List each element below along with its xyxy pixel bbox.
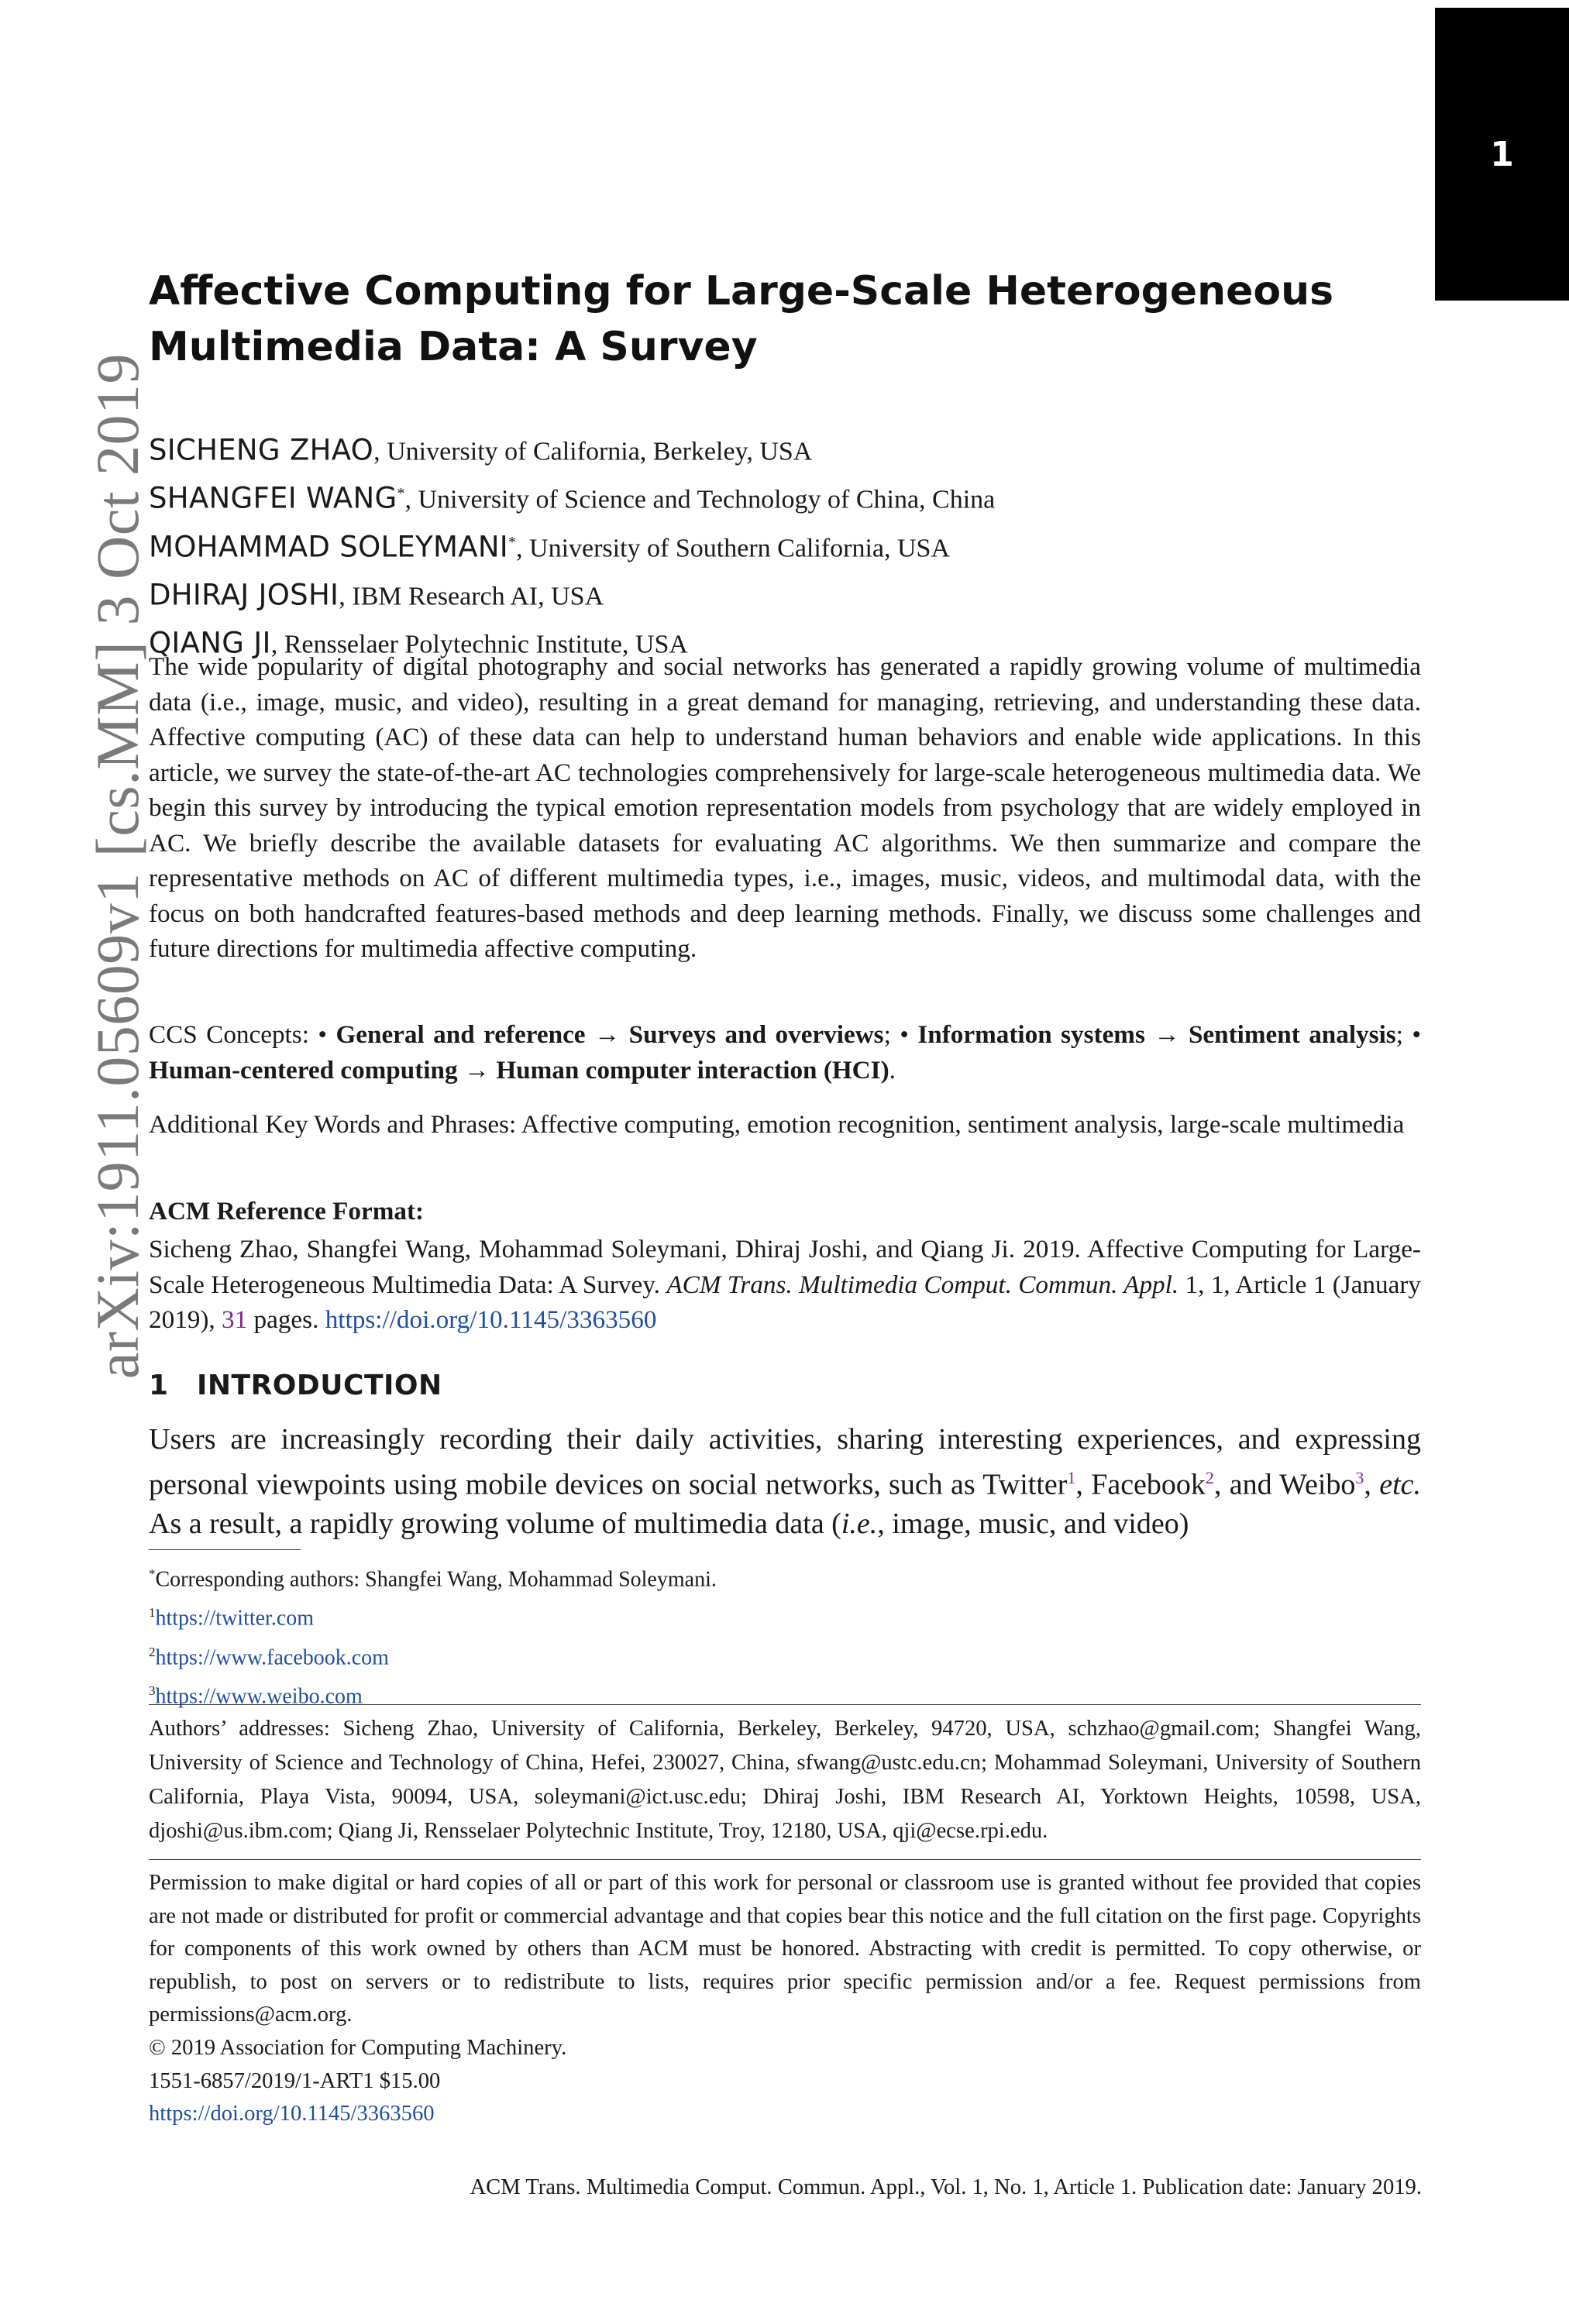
author-mark: * (508, 533, 517, 551)
intro-paragraph (149, 1420, 1421, 1543)
footnote-link[interactable]: https://twitter.com (155, 1606, 315, 1631)
footnote-mark: 1 (149, 1605, 156, 1621)
acm-reference-pages-word: pages. (247, 1305, 325, 1334)
ccs-concepts: CCS Concepts: • General and reference → Surveys and overviews; • Information systems → Sentiment analysis; • Human-centered computing → Human computer interaction (HCI). (149, 1020, 1422, 1085)
ccs-label: CCS Concepts: (149, 1020, 318, 1049)
page-count-link[interactable]: 31 (222, 1305, 248, 1334)
author-mark: * (397, 485, 405, 503)
section-heading (149, 1370, 1421, 1401)
footnote-item (149, 1596, 1421, 1635)
intro-text: , and Weibo (1213, 1468, 1356, 1501)
acm-reference-citation: Sicheng Zhao, Shangfei Wang, Mohammad Soleymani, Dhiraj Joshi, and Qiang Ji. 2019. Affective Computing for Large-Scale Heterogeneous Multimedia Data: A Survey. (149, 1235, 1421, 1299)
intro-text: i.e. (841, 1507, 878, 1540)
acm-reference-heading: ACM Reference Format: (149, 1197, 425, 1226)
permission-notice: Permission to make digital or hard copies of all or part of this work for personal or classroom use is granted without fee provided that copies are not made or distributed for profit or commercial advantage and that copies bear this notice and the full citation on the first page. Copyrights for components of this work owned by others than ACM must be honored. Abstracting with credit is permitted. To copy otherwise, or republish, to post on servers or to redistribute to lists, requires prior specific permission and/or a fee. Request permissions from permissions@acm.org. (149, 1871, 1421, 2027)
keywords (149, 1106, 1421, 1143)
issn-line: 1551-6857/2019/1-ART1 $15.00 (149, 2068, 441, 2093)
author-name: QIANG JI (149, 626, 271, 660)
copyright-doi-link[interactable]: https://doi.org/10.1145/3363560 (149, 2102, 435, 2126)
footnote-link[interactable]: https://www.weibo.com (155, 1684, 363, 1709)
footnote-link[interactable]: https://www.facebook.com (155, 1645, 389, 1669)
keywords-label: Additional Key Words and Phrases: (149, 1110, 521, 1139)
keywords-text: Affective computing, emotion recognition, sentiment analysis, large-scale multimedia (521, 1110, 1405, 1139)
author-entry: SICHENG ZHAO, University of California, Berkeley, USA (149, 433, 813, 467)
footnote-mark: 3 (149, 1683, 156, 1698)
author-entry: DHIRAJ JOSHI, IBM Research AI, USA (149, 578, 604, 612)
footnote-ref-link[interactable]: 1 (1067, 1468, 1076, 1487)
arxiv-stamp-text: arXiv:1911.05609v1 [cs.MM] 3 Oct 2019 (84, 352, 151, 1380)
ccs-item: Human-centered computing → Human computer interaction (HCI) (149, 1055, 889, 1085)
page-footer: ACM Trans. Multimedia Comput. Commun. Appl., Vol. 1, No. 1, Article 1. Publication date: January 2019. (470, 2175, 1422, 2199)
intro-text: , image, music, and video) (877, 1507, 1189, 1540)
intro-text: Users are increasingly recording their daily activities, sharing interesting experiences, and expressing personal viewpoints using mobile devices on social networks, such as Twitter (149, 1423, 1421, 1501)
footnote-divider (149, 1549, 301, 1550)
paper-title: Affective Computing for Large-Scale Heterogeneous Multimedia Data: A Survey (149, 268, 1334, 370)
author-affiliation: University of California, Berkeley, USA (387, 437, 813, 466)
author-name: SICHENG ZHAO (149, 433, 374, 467)
author-affiliation: University of Science and Technology of China, China (418, 485, 996, 514)
author-list (149, 425, 1421, 666)
ccs-item: Information systems → Sentiment analysis (917, 1020, 1396, 1049)
page-number: 1 (1490, 134, 1514, 174)
author-affiliation: University of Southern California, USA (529, 533, 951, 562)
footnotes (149, 1557, 1421, 1713)
permission-divider (149, 1859, 1421, 1860)
section-title: INTRODUCTION (197, 1370, 442, 1401)
intro-text: etc. (1379, 1468, 1421, 1501)
doi-link[interactable]: https://doi.org/10.1145/3363560 (325, 1305, 657, 1334)
author-entry: SHANGFEI WANG*, University of Science and Technology of China, China (149, 481, 996, 515)
author-entry: MOHAMMAD SOLEYMANI*, University of Southern California, USA (149, 529, 951, 563)
addresses-divider (149, 1704, 1421, 1705)
acm-reference (149, 1232, 1421, 1338)
author-affiliation: Rensselaer Polytechnic Institute, USA (284, 630, 688, 659)
abstract: The wide popularity of digital photography and social networks has generated a rapidly growing volume of multimedia data (i.e., image, music, and video), resulting in a great demand for managing, retrieving, and understanding these data. Affective computing (AC) of these data can help to understand human behaviors and enable wide applications. In this article, we survey the state-of-the-art AC technologies comprehensively for large-scale heterogeneous multimedia data. We begin this survey by introducing the typical emotion representation models from psychology that are widely employed in AC. We briefly describe the available datasets for evaluating AC algorithms. We then summarize and compare the representative methods on AC of different multimedia types, i.e., images, music, videos, and multimodal data, with the focus on both handcrafted features-based methods and deep learning methods. Finally, we discuss some challenges and future directions for multimedia affective computing. (149, 652, 1421, 963)
ccs-item: General and reference → Surveys and overviews (335, 1020, 884, 1049)
section-number: 1 (149, 1370, 169, 1401)
copyright-block (149, 2032, 1421, 2131)
author-entry: QIANG JI, Rensselaer Polytechnic Institute, USA (149, 626, 688, 660)
page-number-tab (1435, 8, 1569, 301)
acm-reference-volume: 1, 1, Article 1 (January 2019), (149, 1270, 1421, 1334)
copyright-line: © 2019 Association for Computing Machinery. (149, 2036, 567, 2060)
intro-text: , (1364, 1468, 1380, 1501)
footnote-text: Corresponding authors: Shangfei Wang, Mohammad Soleymani. (155, 1567, 717, 1592)
footnote-ref-link[interactable]: 3 (1355, 1468, 1364, 1487)
footnote-item (149, 1674, 1421, 1713)
author-affiliation: IBM Research AI, USA (352, 582, 604, 611)
author-name: SHANGFEI WANG (149, 481, 397, 515)
footnote-item (149, 1635, 1421, 1674)
intro-text: , Facebook (1075, 1468, 1206, 1501)
footnote-mark: 2 (149, 1644, 156, 1659)
footnote-corresponding: *Corresponding authors: Shangfei Wang, Mohammad Soleymani. (149, 1566, 717, 1592)
author-name: MOHAMMAD SOLEYMANI (149, 529, 509, 563)
intro-text: As a result, a rapidly growing volume of multimedia data ( (149, 1507, 841, 1540)
footnote-ref-link[interactable]: 2 (1205, 1468, 1214, 1487)
acm-reference-journal: ACM Trans. Multimedia Comput. Commun. Appl. (666, 1270, 1179, 1299)
author-addresses: Authors’ addresses: Sicheng Zhao, University of California, Berkeley, Berkeley, 94720, USA, schzhao@gmail.com; Shangfei Wang, University of Science and Technology of China, Hefei, 230027, China, sfwang@ustc.edu.cn; Mohammad Soleymani, University of Southern California, Playa Vista, 90094, USA, soleymani@ict.usc.edu; Dhiraj Joshi, IBM Research AI, Yorktown Heights, 10598, USA, djoshi@us.ibm.com; Qiang Ji, Rensselaer Polytechnic Institute, Troy, 12180, USA, qji@ecse.rpi.edu. (149, 1717, 1421, 1843)
author-name: DHIRAJ JOSHI (149, 578, 339, 612)
